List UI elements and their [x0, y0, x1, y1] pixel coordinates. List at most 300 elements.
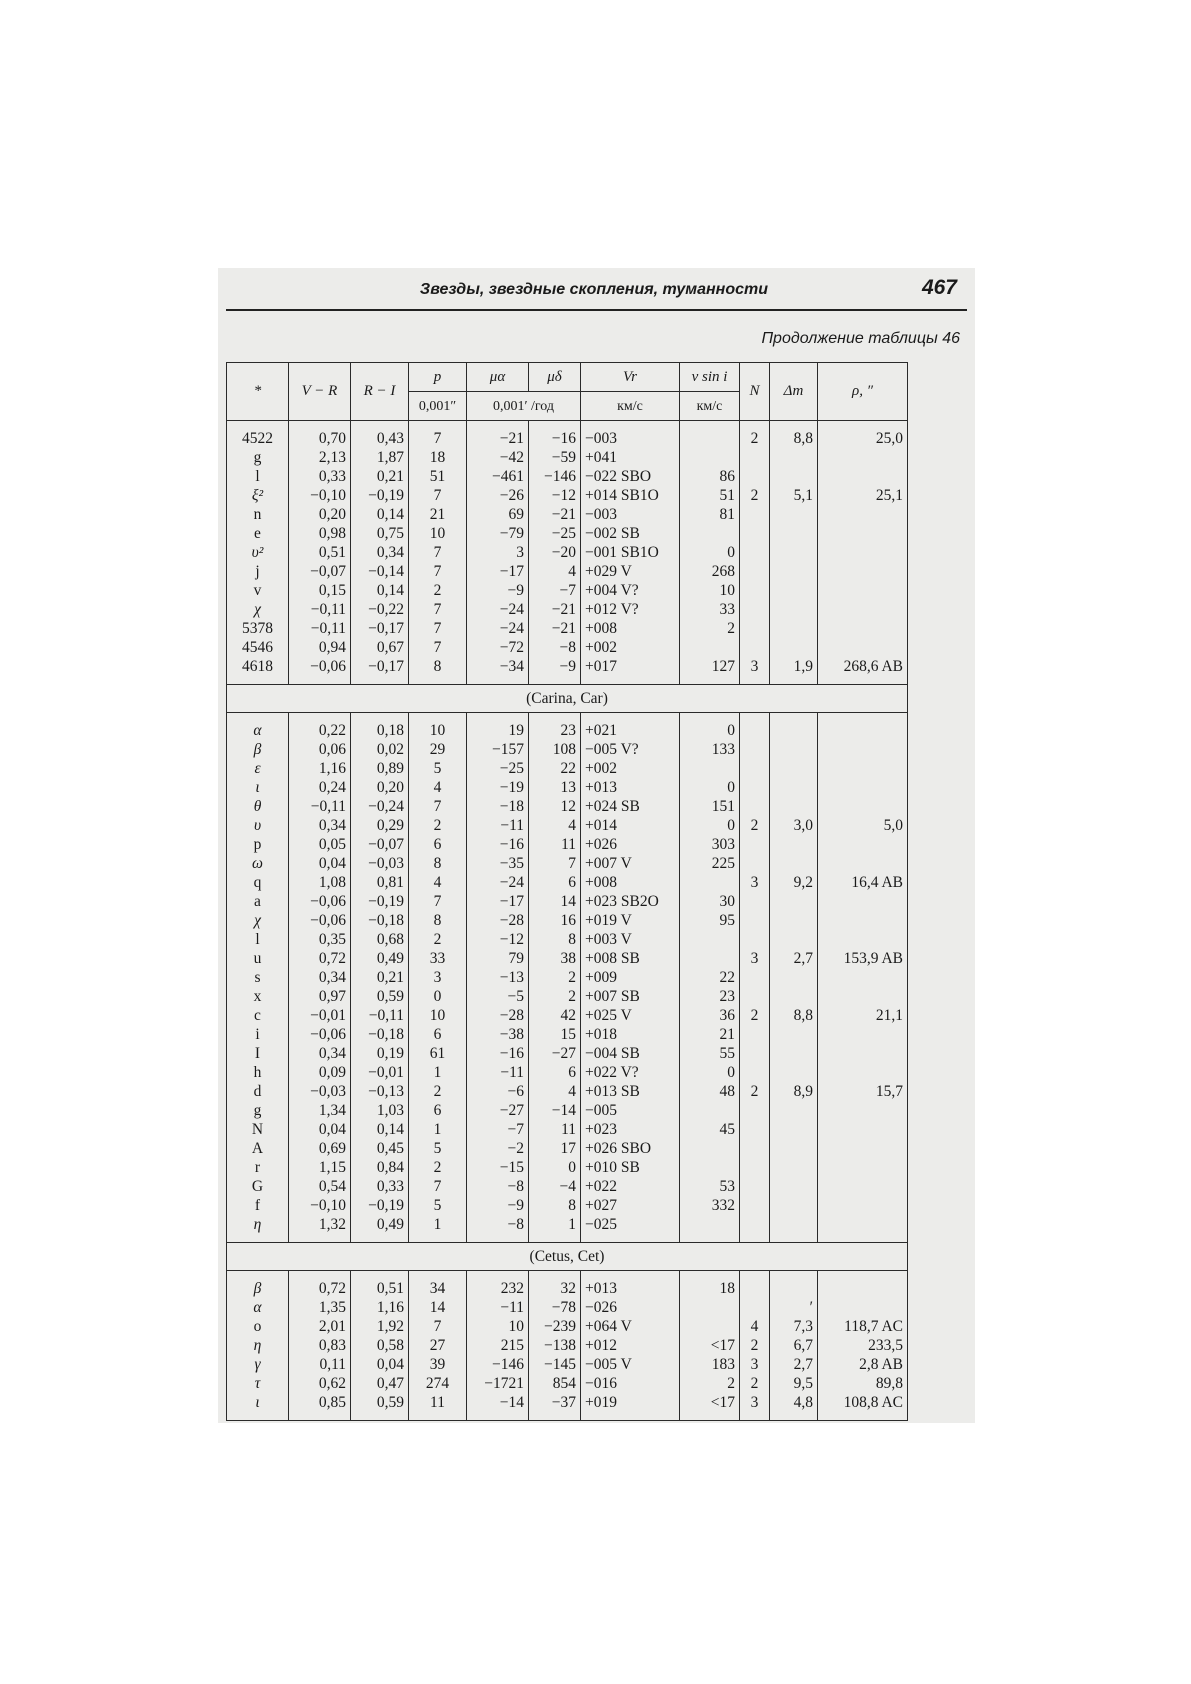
cell-n: 2: [740, 486, 770, 505]
cell-vsini: 22: [680, 968, 740, 987]
cell-p: 7: [409, 892, 467, 911]
cell-p: 7: [409, 797, 467, 816]
cell-star: ε: [227, 759, 289, 778]
cell-n: [740, 600, 770, 619]
cell-mu-delta: 15: [529, 1025, 581, 1044]
cell-vr: +027: [581, 1196, 680, 1215]
cell-n: [740, 1177, 770, 1196]
cell-rho: 108,8 AC: [818, 1393, 908, 1421]
cell-vr: −026: [581, 1298, 680, 1317]
cell-delta-m: 6,7: [770, 1336, 818, 1355]
cell-r-i: 0,81: [351, 873, 409, 892]
cell-p: 7: [409, 638, 467, 657]
cell-vsini: 2: [680, 1374, 740, 1393]
cell-delta-m: [770, 911, 818, 930]
cell-mu-delta: −37: [529, 1393, 581, 1421]
cell-mu-delta: 38: [529, 949, 581, 968]
cell-n: [740, 797, 770, 816]
cell-vr: +018: [581, 1025, 680, 1044]
cell-vsini: 10: [680, 581, 740, 600]
cell-vsini: 95: [680, 911, 740, 930]
cell-r-i: 0,21: [351, 467, 409, 486]
cell-rho: [818, 524, 908, 543]
cell-vsini: [680, 1317, 740, 1336]
table-row: [227, 581, 908, 600]
cell-r-i: 0,02: [351, 740, 409, 759]
cell-r-i: −0,18: [351, 911, 409, 930]
cell-mu-delta: −239: [529, 1317, 581, 1336]
cell-mu-delta: 2: [529, 987, 581, 1006]
cell-star: g: [227, 1101, 289, 1120]
cell-mu-alpha: −1721: [467, 1374, 529, 1393]
cell-v-r: 0,06: [289, 740, 351, 759]
cell-n: [740, 1215, 770, 1243]
cell-n: 3: [740, 1355, 770, 1374]
section-row: [227, 1243, 908, 1271]
table-row: [227, 797, 908, 816]
cell-r-i: 1,87: [351, 448, 409, 467]
cell-p: 8: [409, 854, 467, 873]
cell-p: 18: [409, 448, 467, 467]
cell-star: p: [227, 835, 289, 854]
cell-n: [740, 1063, 770, 1082]
cell-vr: +064 V: [581, 1317, 680, 1336]
cell-v-r: 2,01: [289, 1317, 351, 1336]
cell-star: j: [227, 562, 289, 581]
cell-mu-alpha: 69: [467, 505, 529, 524]
cell-vr: +003 V: [581, 930, 680, 949]
cell-r-i: −0,03: [351, 854, 409, 873]
cell-mu-delta: −25: [529, 524, 581, 543]
cell-rho: [818, 543, 908, 562]
cell-n: 2: [740, 1336, 770, 1355]
cell-vr: +022: [581, 1177, 680, 1196]
cell-vsini: [680, 1215, 740, 1243]
cell-star: ξ²: [227, 486, 289, 505]
cell-vsini: 183: [680, 1355, 740, 1374]
cell-delta-m: [770, 1063, 818, 1082]
cell-vr: +041: [581, 448, 680, 467]
cell-p: 5: [409, 1196, 467, 1215]
table-row: [227, 505, 908, 524]
cell-rho: [818, 1139, 908, 1158]
cell-star: 5378: [227, 619, 289, 638]
cell-mu-delta: −9: [529, 657, 581, 685]
cell-p: 6: [409, 1025, 467, 1044]
cell-vr: +022 V?: [581, 1063, 680, 1082]
cell-star: χ: [227, 911, 289, 930]
cell-rho: [818, 1177, 908, 1196]
header-delta-m: Δm: [770, 363, 818, 421]
cell-n: [740, 778, 770, 797]
cell-n: 3: [740, 949, 770, 968]
cell-vr: +009: [581, 968, 680, 987]
cell-mu-alpha: −42: [467, 448, 529, 467]
cell-delta-m: [770, 713, 818, 741]
cell-v-r: 0,70: [289, 421, 351, 449]
cell-p: 7: [409, 1317, 467, 1336]
cell-rho: [818, 1120, 908, 1139]
cell-vr: +023: [581, 1120, 680, 1139]
cell-vr: +008 SB: [581, 949, 680, 968]
table-row: [227, 1158, 908, 1177]
cell-r-i: 0,58: [351, 1336, 409, 1355]
cell-vsini: 18: [680, 1271, 740, 1299]
cell-p: 0: [409, 987, 467, 1006]
table-row: [227, 1120, 908, 1139]
cell-star: α: [227, 713, 289, 741]
table-row: [227, 1215, 908, 1243]
cell-mu-alpha: −17: [467, 892, 529, 911]
table-row: [227, 949, 908, 968]
cell-r-i: 0,75: [351, 524, 409, 543]
cell-delta-m: [770, 1139, 818, 1158]
cell-star: β: [227, 1271, 289, 1299]
cell-delta-m: 5,1: [770, 486, 818, 505]
cell-vr: +014: [581, 816, 680, 835]
cell-vr: +019 V: [581, 911, 680, 930]
cell-star: N: [227, 1120, 289, 1139]
cell-p: 7: [409, 421, 467, 449]
cell-delta-m: ′: [770, 1298, 818, 1317]
cell-mu-alpha: −16: [467, 835, 529, 854]
table-row: [227, 1063, 908, 1082]
cell-mu-alpha: −79: [467, 524, 529, 543]
cell-r-i: 0,43: [351, 421, 409, 449]
cell-p: 2: [409, 816, 467, 835]
cell-vsini: [680, 524, 740, 543]
cell-vr: +026 SBO: [581, 1139, 680, 1158]
cell-v-r: 0,24: [289, 778, 351, 797]
cell-delta-m: 8,8: [770, 1006, 818, 1025]
cell-vr: +013: [581, 1271, 680, 1299]
cell-r-i: 0,21: [351, 968, 409, 987]
cell-r-i: −0,01: [351, 1063, 409, 1082]
cell-r-i: 0,14: [351, 581, 409, 600]
cell-star: o: [227, 1317, 289, 1336]
cell-p: 14: [409, 1298, 467, 1317]
cell-rho: [818, 854, 908, 873]
cell-delta-m: 2,7: [770, 1355, 818, 1374]
cell-mu-delta: 4: [529, 562, 581, 581]
cell-vr: +002: [581, 759, 680, 778]
cell-mu-delta: −4: [529, 1177, 581, 1196]
cell-vsini: 51: [680, 486, 740, 505]
cell-vsini: 268: [680, 562, 740, 581]
table-row: [227, 524, 908, 543]
cell-star: G: [227, 1177, 289, 1196]
cell-rho: [818, 1044, 908, 1063]
cell-mu-alpha: −8: [467, 1177, 529, 1196]
header-v-r: V − R: [289, 363, 351, 421]
cell-delta-m: [770, 778, 818, 797]
cell-mu-delta: 6: [529, 873, 581, 892]
cell-star: I: [227, 1044, 289, 1063]
cell-r-i: 0,29: [351, 816, 409, 835]
cell-star: i: [227, 1025, 289, 1044]
table-row: [227, 1374, 908, 1393]
cell-r-i: 0,33: [351, 1177, 409, 1196]
cell-delta-m: [770, 1177, 818, 1196]
cell-mu-delta: −21: [529, 505, 581, 524]
cell-vr: +010 SB: [581, 1158, 680, 1177]
cell-vr: +007 V: [581, 854, 680, 873]
table-row: [227, 619, 908, 638]
cell-p: 274: [409, 1374, 467, 1393]
cell-p: 11: [409, 1393, 467, 1421]
cell-mu-delta: 42: [529, 1006, 581, 1025]
table-row: [227, 1298, 908, 1317]
cell-r-i: 0,67: [351, 638, 409, 657]
cell-mu-delta: 4: [529, 816, 581, 835]
cell-n: [740, 1101, 770, 1120]
cell-vr: −003: [581, 421, 680, 449]
header-mu-delta: μδ: [529, 363, 581, 392]
cell-delta-m: [770, 930, 818, 949]
cell-n: [740, 1139, 770, 1158]
cell-vsini: [680, 1158, 740, 1177]
cell-vsini: 86: [680, 467, 740, 486]
cell-n: [740, 987, 770, 1006]
header-rho: ρ, ″: [818, 363, 908, 421]
cell-delta-m: [770, 968, 818, 987]
cell-v-r: −0,11: [289, 797, 351, 816]
cell-mu-delta: 854: [529, 1374, 581, 1393]
cell-rho: [818, 987, 908, 1006]
cell-r-i: 0,49: [351, 949, 409, 968]
cell-rho: 21,1: [818, 1006, 908, 1025]
header-vr: Vr: [581, 363, 680, 392]
cell-v-r: 0,83: [289, 1336, 351, 1355]
table-row: [227, 1025, 908, 1044]
cell-delta-m: [770, 1158, 818, 1177]
table-row: [227, 1317, 908, 1336]
cell-delta-m: 2,7: [770, 949, 818, 968]
cell-star: χ: [227, 600, 289, 619]
cell-v-r: −0,10: [289, 486, 351, 505]
cell-vsini: [680, 1101, 740, 1120]
cell-r-i: −0,19: [351, 892, 409, 911]
cell-v-r: 0,15: [289, 581, 351, 600]
cell-star: r: [227, 1158, 289, 1177]
cell-n: [740, 505, 770, 524]
table-row: [227, 421, 908, 449]
cell-n: [740, 759, 770, 778]
cell-delta-m: [770, 987, 818, 1006]
cell-star: l: [227, 467, 289, 486]
cell-delta-m: [770, 1101, 818, 1120]
cell-star: e: [227, 524, 289, 543]
cell-n: [740, 854, 770, 873]
cell-v-r: 0,34: [289, 816, 351, 835]
cell-vsini: 0: [680, 816, 740, 835]
cell-vr: +008: [581, 873, 680, 892]
cell-star: υ²: [227, 543, 289, 562]
table-row: [227, 1336, 908, 1355]
cell-rho: 233,5: [818, 1336, 908, 1355]
cell-mu-delta: 23: [529, 713, 581, 741]
cell-mu-alpha: −14: [467, 1393, 529, 1421]
cell-v-r: 0,98: [289, 524, 351, 543]
cell-v-r: 1,08: [289, 873, 351, 892]
cell-mu-delta: 7: [529, 854, 581, 873]
cell-p: 4: [409, 873, 467, 892]
cell-mu-alpha: −28: [467, 911, 529, 930]
cell-vr: +029 V: [581, 562, 680, 581]
cell-mu-delta: −8: [529, 638, 581, 657]
table-row: [227, 1177, 908, 1196]
table-row: [227, 1044, 908, 1063]
cell-n: [740, 638, 770, 657]
header-vsini: v sin i: [680, 363, 740, 392]
table-row: [227, 1139, 908, 1158]
cell-rho: 25,0: [818, 421, 908, 449]
cell-rho: [818, 562, 908, 581]
cell-vr: −022 SBO: [581, 467, 680, 486]
cell-vsini: 81: [680, 505, 740, 524]
cell-v-r: −0,06: [289, 657, 351, 685]
cell-v-r: 0,85: [289, 1393, 351, 1421]
cell-r-i: −0,11: [351, 1006, 409, 1025]
header-n: N: [740, 363, 770, 421]
cell-vr: −005 V?: [581, 740, 680, 759]
cell-vsini: 33: [680, 600, 740, 619]
cell-delta-m: [770, 600, 818, 619]
cell-v-r: 0,72: [289, 949, 351, 968]
cell-p: 10: [409, 1006, 467, 1025]
cell-p: 1: [409, 1063, 467, 1082]
cell-p: 7: [409, 600, 467, 619]
cell-mu-alpha: 3: [467, 543, 529, 562]
cell-rho: [818, 1063, 908, 1082]
cell-n: [740, 1158, 770, 1177]
cell-n: [740, 713, 770, 741]
cell-star: A: [227, 1139, 289, 1158]
cell-star: h: [227, 1063, 289, 1082]
cell-p: 61: [409, 1044, 467, 1063]
cell-v-r: 2,13: [289, 448, 351, 467]
cell-p: 6: [409, 835, 467, 854]
cell-v-r: 0,34: [289, 1044, 351, 1063]
cell-r-i: 1,92: [351, 1317, 409, 1336]
unit-vr: км/с: [581, 392, 680, 421]
cell-v-r: 0,09: [289, 1063, 351, 1082]
cell-vr: +013 SB: [581, 1082, 680, 1101]
cell-mu-alpha: 232: [467, 1271, 529, 1299]
cell-mu-delta: −78: [529, 1298, 581, 1317]
cell-vr: +025 V: [581, 1006, 680, 1025]
cell-p: 29: [409, 740, 467, 759]
cell-star: α: [227, 1298, 289, 1317]
cell-v-r: −0,11: [289, 600, 351, 619]
cell-n: [740, 1298, 770, 1317]
cell-p: 2: [409, 930, 467, 949]
cell-star: 4546: [227, 638, 289, 657]
cell-vsini: 53: [680, 1177, 740, 1196]
cell-p: 6: [409, 1101, 467, 1120]
table-row: [227, 638, 908, 657]
cell-v-r: −0,06: [289, 911, 351, 930]
cell-star: θ: [227, 797, 289, 816]
cell-mu-delta: 22: [529, 759, 581, 778]
cell-vsini: 45: [680, 1120, 740, 1139]
cell-mu-delta: 12: [529, 797, 581, 816]
cell-rho: [818, 1271, 908, 1299]
cell-mu-delta: 32: [529, 1271, 581, 1299]
running-title: Звезды, звездные скопления, туманности: [419, 281, 768, 298]
cell-vr: −025: [581, 1215, 680, 1243]
cell-n: [740, 1120, 770, 1139]
table-row: [227, 713, 908, 741]
table-row: [227, 892, 908, 911]
cell-r-i: 0,04: [351, 1355, 409, 1374]
cell-rho: [818, 638, 908, 657]
cell-mu-alpha: −24: [467, 600, 529, 619]
cell-n: [740, 448, 770, 467]
unit-mu: 0,001′ /год: [467, 392, 581, 421]
unit-p: 0,001″: [409, 392, 467, 421]
cell-mu-delta: 1: [529, 1215, 581, 1243]
cell-delta-m: [770, 1025, 818, 1044]
cell-star: u: [227, 949, 289, 968]
cell-mu-alpha: −2: [467, 1139, 529, 1158]
cell-mu-alpha: −157: [467, 740, 529, 759]
cell-r-i: 0,20: [351, 778, 409, 797]
cell-vsini: 55: [680, 1044, 740, 1063]
cell-v-r: 0,72: [289, 1271, 351, 1299]
cell-v-r: −0,07: [289, 562, 351, 581]
cell-r-i: 0,18: [351, 713, 409, 741]
cell-mu-alpha: −35: [467, 854, 529, 873]
cell-r-i: −0,19: [351, 1196, 409, 1215]
cell-r-i: 0,47: [351, 1374, 409, 1393]
cell-rho: 2,8 AB: [818, 1355, 908, 1374]
cell-mu-delta: 13: [529, 778, 581, 797]
table-row: [227, 600, 908, 619]
cell-star: 4522: [227, 421, 289, 449]
cell-mu-delta: 8: [529, 930, 581, 949]
cell-p: 5: [409, 759, 467, 778]
cell-mu-delta: 11: [529, 1120, 581, 1139]
cell-star: a: [227, 892, 289, 911]
cell-v-r: 0,51: [289, 543, 351, 562]
cell-r-i: 0,34: [351, 543, 409, 562]
cell-star: τ: [227, 1374, 289, 1393]
cell-vsini: 0: [680, 1063, 740, 1082]
cell-delta-m: [770, 1044, 818, 1063]
cell-star: g: [227, 448, 289, 467]
cell-vr: +026: [581, 835, 680, 854]
cell-vr: +004 V?: [581, 581, 680, 600]
cell-rho: [818, 600, 908, 619]
cell-mu-alpha: −19: [467, 778, 529, 797]
cell-mu-delta: 8: [529, 1196, 581, 1215]
table-header: [227, 363, 908, 421]
cell-n: [740, 1196, 770, 1215]
cell-n: [740, 930, 770, 949]
cell-n: [740, 892, 770, 911]
cell-p: 33: [409, 949, 467, 968]
cell-delta-m: [770, 638, 818, 657]
cell-v-r: 0,11: [289, 1355, 351, 1374]
cell-rho: 118,7 AC: [818, 1317, 908, 1336]
cell-vr: +017: [581, 657, 680, 685]
cell-r-i: −0,07: [351, 835, 409, 854]
cell-rho: [818, 1025, 908, 1044]
table-row: [227, 930, 908, 949]
table-row: [227, 987, 908, 1006]
table-row: [227, 1101, 908, 1120]
